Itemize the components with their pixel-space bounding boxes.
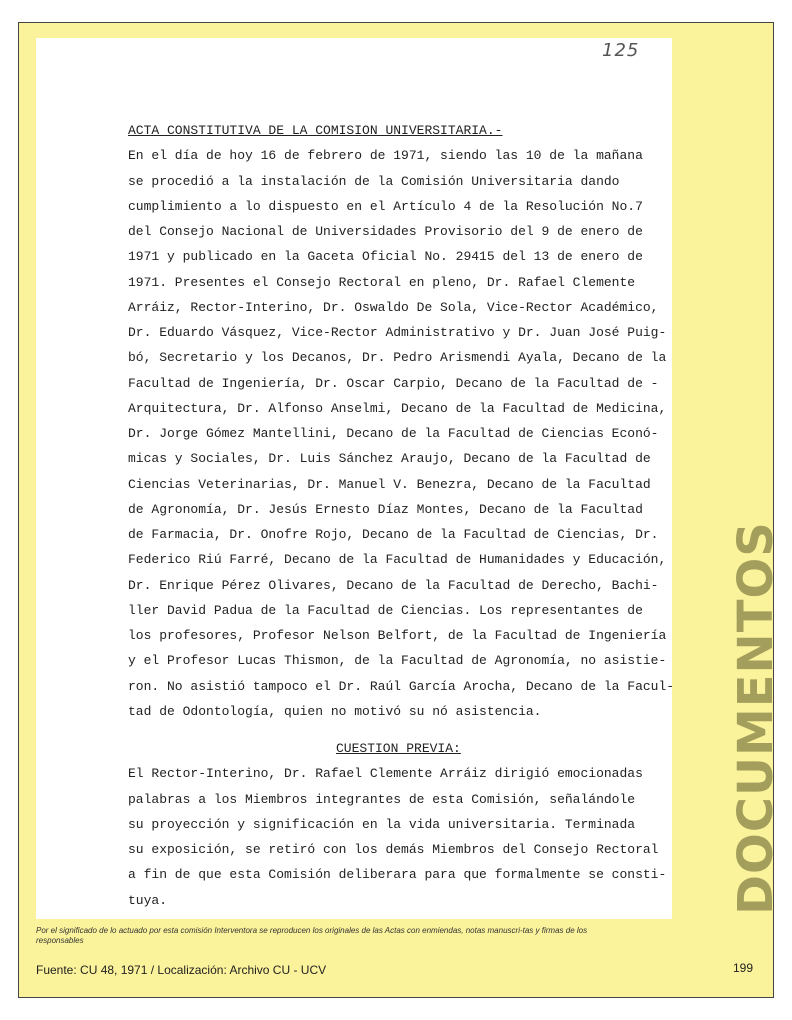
text-line: 1971. Presentes el Consejo Rectoral en pleno, Dr. Rafael Clemente — [128, 274, 636, 290]
page-number: 199 — [733, 961, 754, 975]
text-line: su exposición, se retiró con los demás Miembros del Consejo Rectoral — [128, 842, 659, 857]
figure-caption: Por el significado de lo actuado por esta comisión Interventora se reproducen los originales de las Actas con enmiendas, notas manuscri-tas y firmas de los responsables — [36, 926, 588, 945]
text-line: de Agronomía, Dr. Jesús Ernesto Díaz Montes, Decano de la Facultad — [128, 501, 643, 517]
text-line: tuya. — [128, 892, 168, 908]
section-heading: CUESTION PREVIA: — [336, 741, 461, 756]
text-line: los profesores, Profesor Nelson Belfort, de la Facultad de Ingeniería — [128, 628, 667, 643]
text-line: Ciencias Veterinarias, Dr. Manuel V. Benezra, Decano de la Facultad — [128, 476, 651, 492]
paragraph-gap — [128, 724, 648, 736]
text-line: Federico Riú Farré, Decano de la Facultad de Humanidades y Educación, — [128, 552, 667, 568]
document-title: ACTA CONSTITUTIVA DE LA COMISION UNIVERSITARIA.- — [128, 123, 503, 138]
text-line: Dr. Jorge Gómez Mantellini, Decano de la Facultad de Ciencias Econó- — [128, 426, 659, 441]
text-line: Dr. Enrique Pérez Olivares, Decano de la Facultad de Derecho, Bachi- — [128, 577, 659, 593]
handwritten-folio-number: 125 — [602, 40, 640, 61]
text-line: y el Profesor Lucas Thismon, de la Facultad de Agronomía, no asistie- — [128, 653, 667, 669]
typewritten-text — [128, 118, 675, 913]
text-line: ron. No asistió tampoco el Dr. Raúl García Arocha, Decano de la Facul- — [128, 678, 675, 694]
text-line: Arquitectura, Dr. Alfonso Anselmi, Decano de la Facultad de Medicina, — [128, 400, 667, 416]
text-line: Dr. Eduardo Vásquez, Vice-Rector Administrativo y Dr. Juan José Puig- — [128, 325, 667, 340]
paragraph-1 — [128, 143, 675, 724]
text-line: El Rector-Interino, Dr. Rafael Clemente Arráiz dirigió emocionadas — [128, 766, 643, 782]
text-line: tad de Odontología, quien no motivó su nó asistencia. — [128, 703, 542, 719]
paragraph-2 — [128, 761, 667, 913]
text-line: palabras a los Miembros integrantes de esta Comisión, señalándole — [128, 791, 636, 807]
text-line: En el día de hoy 16 de febrero de 1971, siendo las 10 de la mañana — [128, 148, 643, 164]
text-line: micas y Sociales, Dr. Luis Sánchez Araujo, Decano de la Facultad de — [128, 451, 651, 467]
source-credit: Fuente: CU 48, 1971 / Localización: Archivo CU - UCV — [36, 963, 327, 977]
text-line: de Farmacia, Dr. Onofre Rojo, Decano de la Facultad de Ciencias, Dr. — [128, 527, 659, 542]
text-line: Arráiz, Rector-Interino, Dr. Oswaldo De Sola, Vice-Rector Académico, — [128, 299, 659, 315]
text-line: del Consejo Nacional de Universidades Provisorio del 9 de enero de — [128, 224, 643, 239]
sidebar-section-label: DOCUMENTOS — [728, 521, 784, 915]
text-line: 1971 y publicado en la Gaceta Oficial No. 29415 del 13 de enero de — [128, 249, 643, 265]
text-line: Facultad de Ingeniería, Dr. Oscar Carpio, Decano de la Facultad de - — [128, 375, 659, 391]
text-line: bó, Secretario y los Decanos, Dr. Pedro Arismendi Ayala, Decano de la — [128, 350, 667, 366]
text-line: a fin de que esta Comisión deliberara para que formalmente se consti- — [128, 867, 667, 883]
text-line: su proyección y significación en la vida universitaria. Terminada — [128, 816, 636, 832]
text-line: cumplimiento a lo dispuesto en el Artículo 4 de la Resolución No.7 — [128, 198, 643, 214]
text-line: se procedió a la instalación de la Comisión Universitaria dando — [128, 173, 620, 189]
text-line: ller David Padua de la Facultad de Ciencias. Los representantes de — [128, 602, 643, 618]
